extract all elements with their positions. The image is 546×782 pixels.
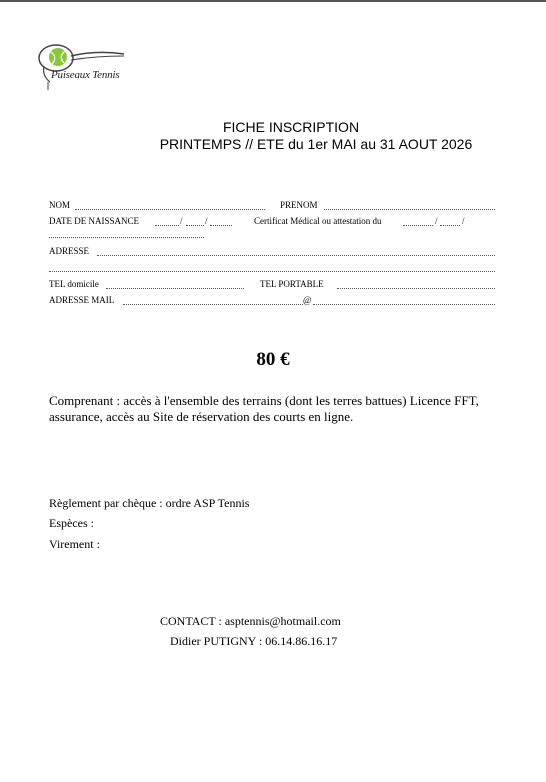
payment-cheque: Règlement par chèque : ordre ASP Tennis — [49, 496, 250, 510]
certificat-label: Certificat Médical ou attestation du — [254, 216, 382, 226]
cert-day-field[interactable] — [403, 216, 433, 226]
form-row-adresse-2 — [49, 262, 495, 274]
nom-field[interactable] — [75, 200, 265, 210]
prenom-field[interactable] — [324, 200, 495, 210]
top-border — [0, 0, 546, 2]
tel-domicile-field[interactable] — [106, 279, 244, 289]
form-row-continuation — [49, 230, 495, 242]
prenom-label: PRENOM — [280, 200, 318, 210]
date-separator: / — [205, 216, 208, 226]
page-subtitle: PRINTEMPS // ETE du 1er MAI au 31 AOUT 2026 — [159, 136, 473, 152]
form-row-mail — [49, 295, 495, 307]
date-naissance-label: DATE DE NAISSANCE — [49, 216, 139, 226]
contact-phone: Didier PUTIGNY : 06.14.86.16.17 — [170, 634, 338, 648]
form-row-nom — [49, 200, 495, 212]
form-row-tel — [49, 279, 495, 291]
tennis-ball-racket-icon — [36, 42, 128, 94]
page-title: FICHE INSCRIPTION — [222, 119, 360, 135]
date-separator: / — [180, 216, 183, 226]
adresse-field[interactable] — [97, 246, 495, 256]
birth-month-field[interactable] — [186, 216, 204, 226]
date-separator: / — [435, 216, 438, 226]
tel-portable-field[interactable] — [337, 279, 495, 289]
birth-day-field[interactable] — [155, 216, 179, 226]
adresse-field-line2[interactable] — [49, 262, 495, 272]
logo-text: Puiseaux Tennis — [51, 69, 120, 81]
mail-domain-field[interactable] — [313, 295, 495, 305]
date-separator: / — [462, 216, 465, 226]
tel-domicile-label: TEL domicile — [49, 279, 99, 289]
mail-user-field[interactable] — [123, 295, 303, 305]
cert-month-field[interactable] — [440, 216, 460, 226]
form-row-naissance — [49, 216, 495, 228]
form-row-adresse — [49, 246, 495, 258]
adresse-mail-label: ADRESSE MAIL — [49, 295, 115, 305]
description: Comprenant : accès à l'ensemble des terrains (dont les terres battues) Licence FFT, assurance, accès au Site de réservation des courts en ligne. — [49, 393, 479, 424]
club-logo — [36, 42, 128, 94]
at-sign: @ — [303, 295, 312, 305]
price: 80 € — [256, 349, 290, 370]
birth-year-field[interactable] — [210, 216, 232, 226]
adresse-label: ADRESSE — [49, 246, 90, 256]
payment-especes: Espèces : — [49, 516, 94, 530]
nom-label: NOM — [49, 200, 71, 210]
payment-virement: Virement : — [49, 537, 100, 551]
contact-email: CONTACT : asptennis@hotmail.com — [160, 614, 341, 628]
cert-continuation-field[interactable] — [49, 228, 204, 238]
tel-portable-label: TEL PORTABLE — [260, 279, 324, 289]
